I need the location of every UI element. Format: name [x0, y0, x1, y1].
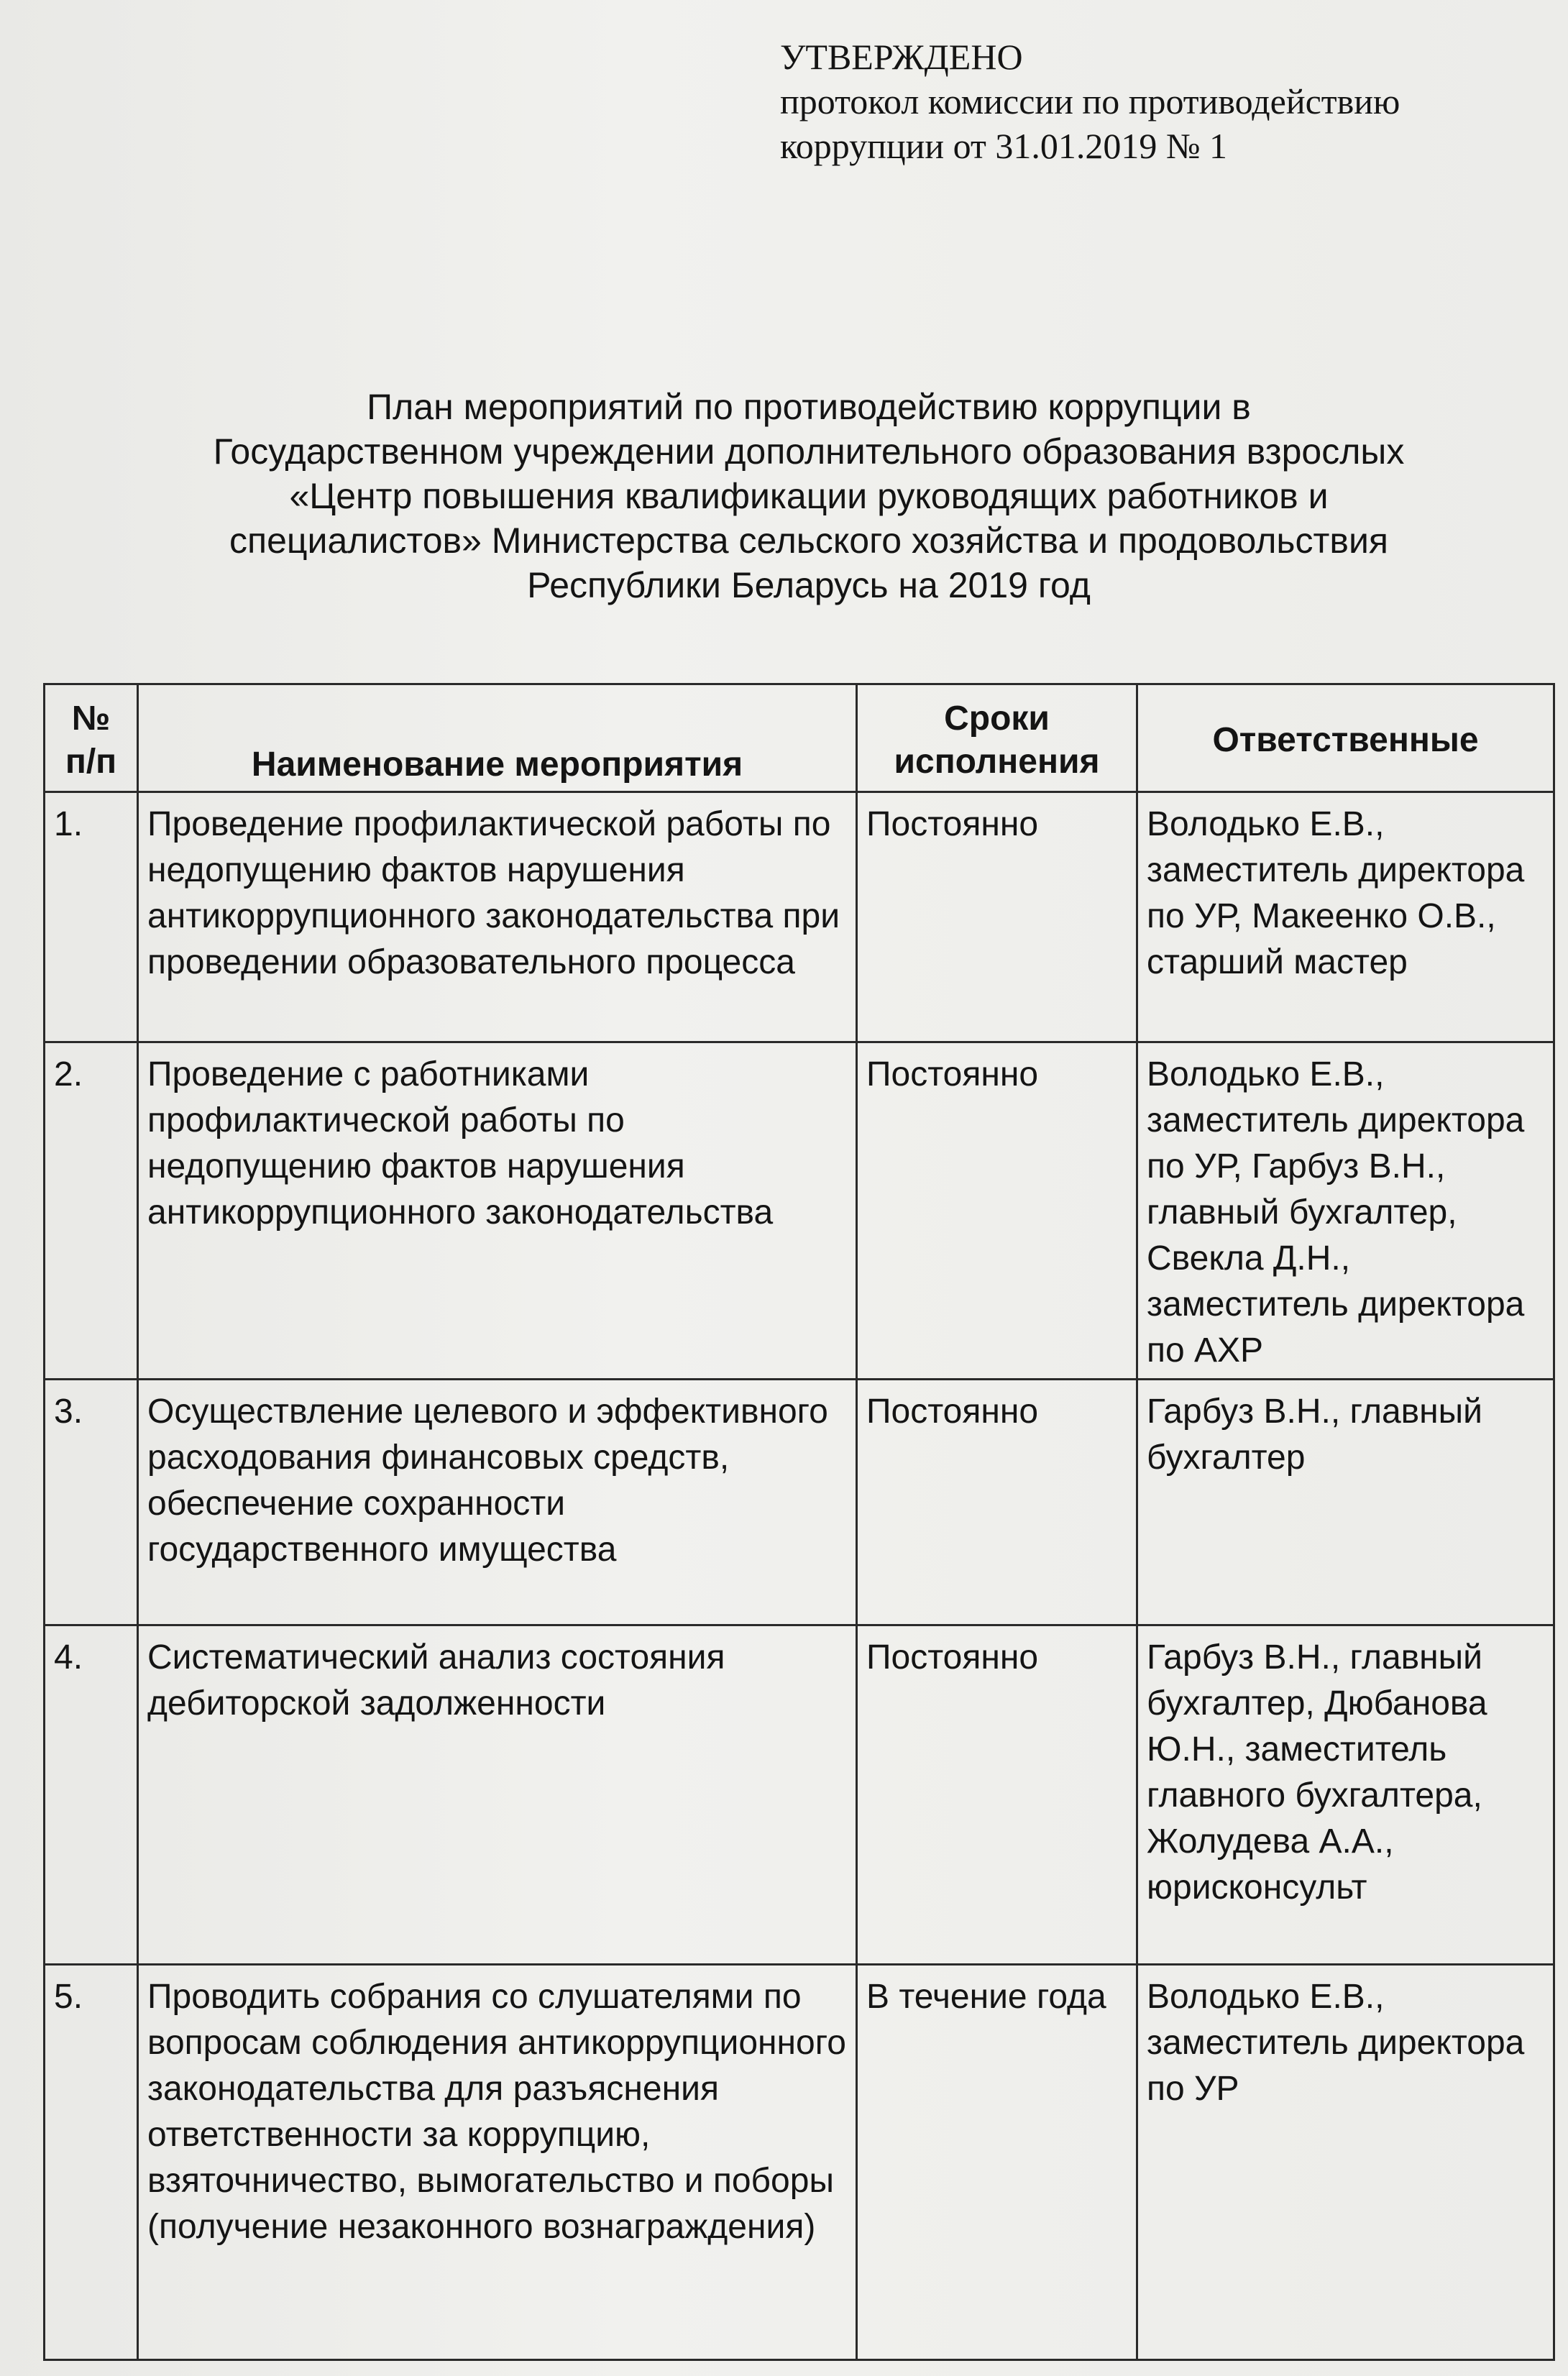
row-term: В течение года: [857, 1965, 1137, 2360]
row-activity: Проведение профилактической работы по недопущению фактов нарушения антикоррупционного законодательства при проведении образовательного процесса: [138, 792, 857, 1042]
table-row: [45, 792, 1554, 1042]
header-term: Сроки исполнения: [857, 684, 1137, 792]
approval-protocol-line: протокол комиссии по противодействию: [780, 81, 1400, 121]
row-num: 5.: [45, 1965, 138, 2360]
plan-title-line: План мероприятий по противодействию коррупции в: [367, 387, 1251, 427]
row-responsible: Володько Е.В., заместитель директора по УР, Макеенко О.В., старший мастер: [1137, 792, 1554, 1042]
table-row: [45, 1625, 1554, 1965]
table-row: [45, 1965, 1554, 2360]
row-activity: Проводить собрания со слушателями по вопросам соблюдения антикоррупционного законодательства для разъяснения ответственности за коррупцию, взяточничество, вымогательство и поборы (получение незаконного вознаграждения): [138, 1965, 857, 2360]
row-activity: Осуществление целевого и эффективного расходования финансовых средств, обеспечение сохранности государственного имущества: [138, 1380, 857, 1625]
row-num: 2.: [45, 1042, 138, 1380]
approval-date-line: коррупции от 31.01.2019 № 1: [780, 126, 1228, 166]
row-term: Постоянно: [857, 1625, 1137, 1965]
plan-title-line: Государственном учреждении дополнительного образования взрослых: [213, 431, 1405, 472]
row-num: 4.: [45, 1625, 138, 1965]
table-row: [45, 1042, 1554, 1380]
row-term: Постоянно: [857, 1042, 1137, 1380]
plan-table: [43, 683, 1555, 2361]
row-responsible: Гарбуз В.Н., главный бухгалтер, Дюбанова Ю.Н., заместитель главного бухгалтера, Жолудева А.А., юрисконсульт: [1137, 1625, 1554, 1965]
row-num: 1.: [45, 792, 138, 1042]
row-responsible: Володько Е.В., заместитель директора по УР: [1137, 1965, 1554, 2360]
plan-title: [137, 385, 1481, 607]
approval-stamp: [780, 35, 1542, 168]
header-responsible: Ответственные: [1137, 684, 1554, 792]
row-term: Постоянно: [857, 1380, 1137, 1625]
approval-title: УТВЕРЖДЕНО: [780, 37, 1023, 77]
row-responsible: Гарбуз В.Н., главный бухгалтер: [1137, 1380, 1554, 1625]
row-num: 3.: [45, 1380, 138, 1625]
row-responsible: Володько Е.В., заместитель директора по УР, Гарбуз В.Н., главный бухгалтер, Свекла Д.Н., заместитель директора по АХР: [1137, 1042, 1554, 1380]
row-activity: Проведение с работниками профилактической работы по недопущению фактов нарушения антикоррупционного законодательства: [138, 1042, 857, 1380]
plan-title-line: Республики Беларусь на 2019 год: [527, 565, 1091, 605]
plan-title-line: «Центр повышения квалификации руководящих работников и: [289, 476, 1329, 516]
header-name: Наименование мероприятия: [138, 684, 857, 792]
table-row: [45, 1380, 1554, 1625]
row-term: Постоянно: [857, 792, 1137, 1042]
header-num: № п/п: [45, 684, 138, 792]
table-header-row: [45, 684, 1554, 792]
plan-title-line: специалистов» Министерства сельского хозяйства и продовольствия: [229, 520, 1388, 561]
row-activity: Систематический анализ состояния дебиторской задолженности: [138, 1625, 857, 1965]
